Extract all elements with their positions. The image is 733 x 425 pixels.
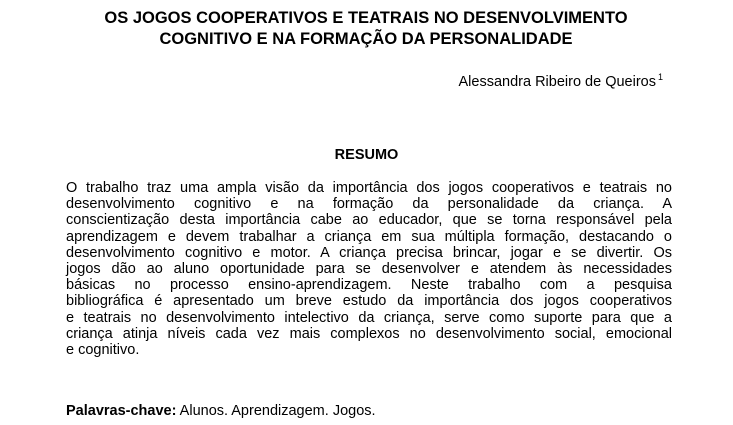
abstract-line: desenvolvimento cognitivo e na formação da personalidade da criança. A <box>66 196 672 213</box>
keywords-value: Alunos. Aprendizagem. Jogos. <box>179 403 376 419</box>
author-line <box>459 68 663 91</box>
title-line-2: COGNITIVO E NA FORMAÇÃO DA PERSONALIDADE <box>159 30 573 48</box>
title-line-1: OS JOGOS COOPERATIVOS E TEATRAIS NO DESENVOLVIMENTO <box>104 9 628 27</box>
abstract-line: criança atinja níveis cada vez mais complexos no desenvolvimento social, emocional <box>66 325 672 342</box>
abstract-line: e cognitivo. <box>66 341 140 358</box>
abstract-line: O trabalho traz uma ampla visão da importância dos jogos cooperativos e teatrais no <box>66 180 672 196</box>
author-name: Alessandra Ribeiro de Queiros <box>458 74 656 90</box>
abstract-line: bibliográfica é apresentado um breve estudo da importância dos jogos cooperativos <box>66 293 672 310</box>
author-footnote-marker: 1 <box>657 72 663 82</box>
abstract-heading: RESUMO <box>334 147 399 163</box>
abstract-line: jogos dão ao aluno oportunidade para se desenvolver e atendem às necessidades <box>66 260 672 277</box>
abstract-line: básicas no processo ensino-aprendizagem. Neste trabalho com a pesquisa <box>66 277 672 294</box>
paper-title <box>60 8 672 50</box>
abstract-line: e teatrais no desenvolvimento intelectivo da criança, serve como suporte para que a <box>66 309 672 326</box>
abstract-line: conscientização desta importância cabe ao educador, que se torna responsável pela <box>66 212 672 229</box>
abstract-body <box>66 180 672 358</box>
keywords-line <box>66 402 376 420</box>
keywords-label: Palavras-chave: <box>66 403 177 419</box>
abstract-line: aprendizagem e devem trabalhar a criança em sua múltipla formação, destacando o <box>66 228 672 245</box>
abstract-line: desenvolvimento cognitivo e motor. A criança precisa brincar, jogar e se divertir. Os <box>66 244 672 261</box>
